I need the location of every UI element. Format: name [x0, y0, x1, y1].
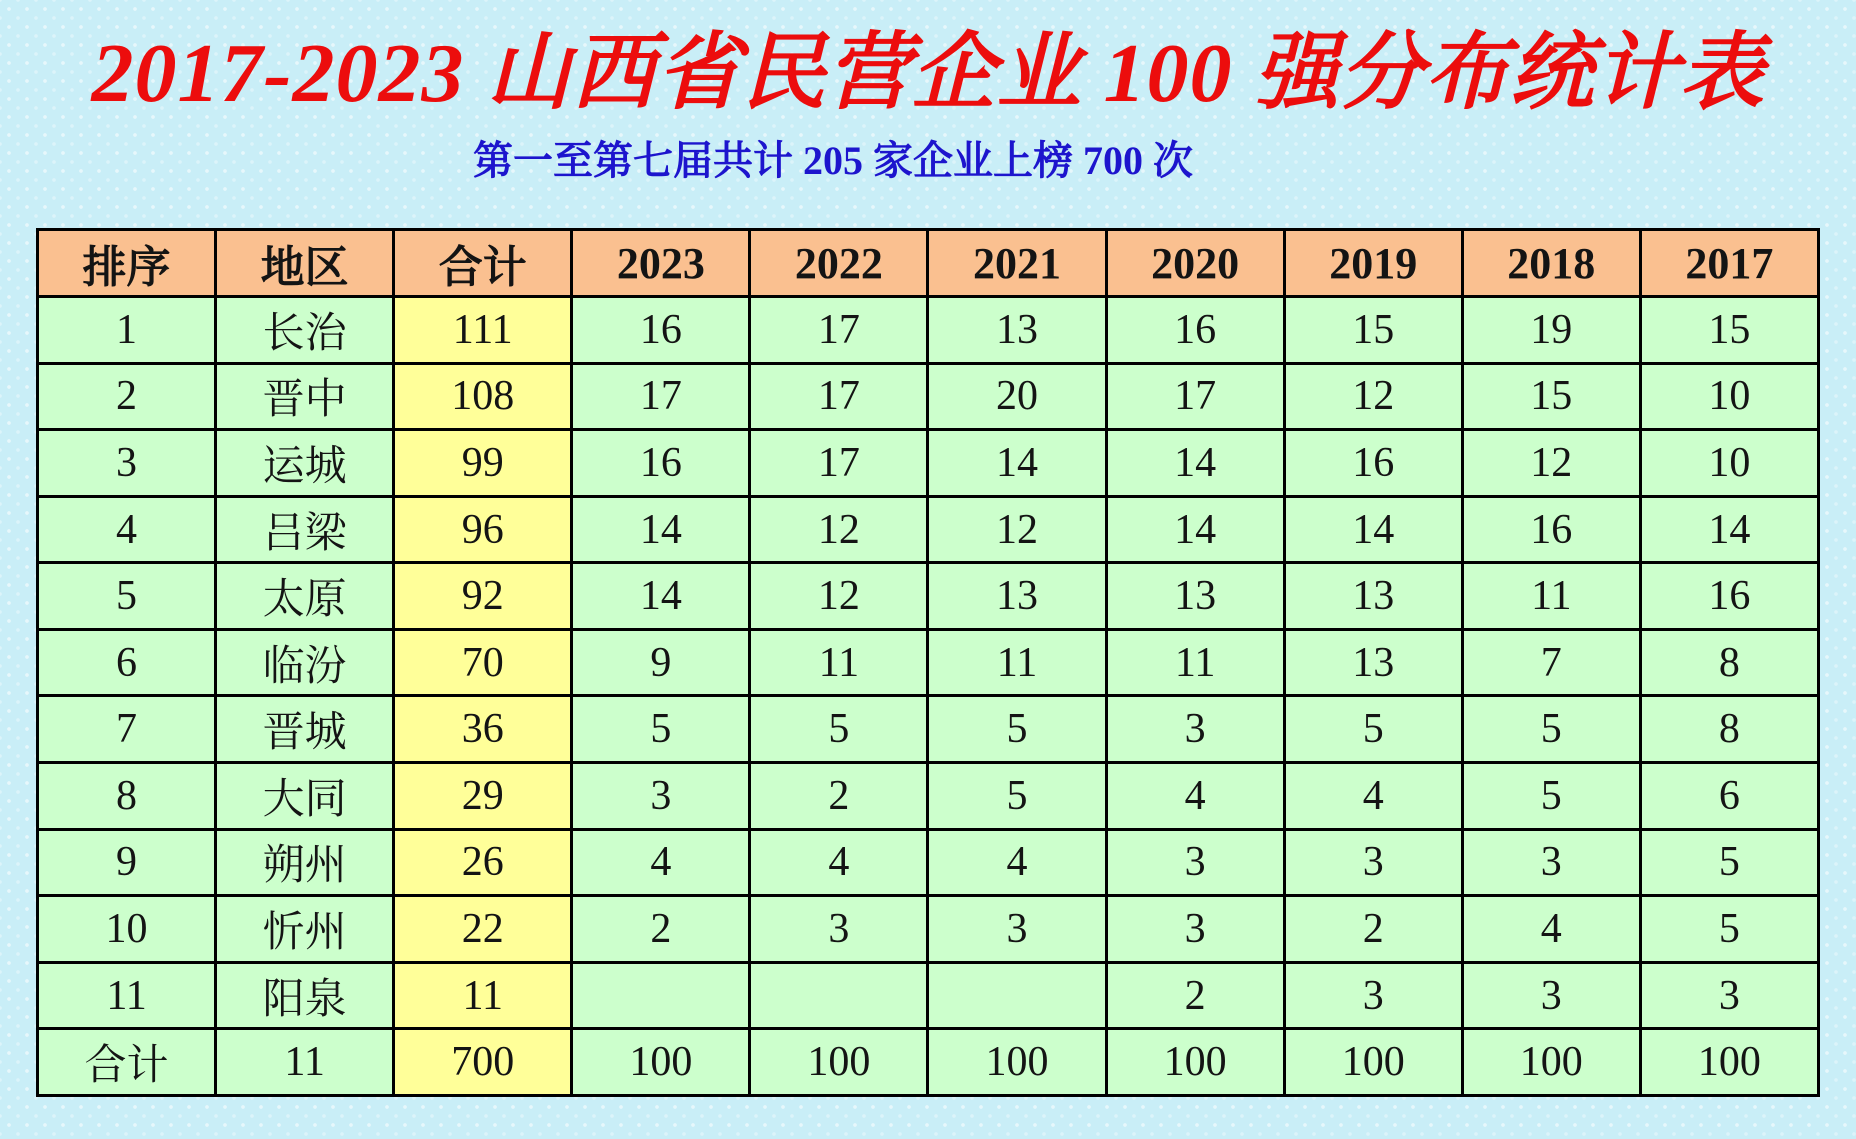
table-row [38, 1029, 1819, 1096]
table-cell: 1 [38, 297, 216, 364]
table-cell: 6 [1640, 763, 1818, 830]
table-row [38, 563, 1819, 630]
table-cell: 14 [928, 430, 1106, 497]
table-cell: 4 [38, 496, 216, 563]
table-cell: 2 [1284, 896, 1462, 963]
table-cell: 14 [572, 496, 750, 563]
column-header: 合计 [394, 230, 572, 297]
table-cell: 8 [38, 763, 216, 830]
table-cell: 15 [1640, 297, 1818, 364]
table-cell: 17 [572, 363, 750, 430]
table-cell: 100 [1462, 1029, 1640, 1096]
table-cell: 4 [1284, 763, 1462, 830]
table-cell: 4 [1462, 896, 1640, 963]
column-header: 2023 [572, 230, 750, 297]
table-row [38, 829, 1819, 896]
table-cell: 阳泉 [216, 962, 394, 1029]
table-cell: 15 [1284, 297, 1462, 364]
table-cell: 12 [928, 496, 1106, 563]
header-row [38, 230, 1819, 297]
table-cell: 5 [928, 696, 1106, 763]
page-title: 2017-2023 山西省民营企业 100 强分布统计表 [91, 27, 1765, 120]
table-cell: 12 [1462, 430, 1640, 497]
table-cell: 7 [38, 696, 216, 763]
table-cell: 12 [750, 563, 928, 630]
table-cell: 700 [394, 1029, 572, 1096]
table-cell: 2 [750, 763, 928, 830]
column-header: 排序 [38, 230, 216, 297]
table-cell: 临汾 [216, 629, 394, 696]
table-cell: 100 [928, 1029, 1106, 1096]
table-cell: 13 [928, 297, 1106, 364]
column-header: 2019 [1284, 230, 1462, 297]
column-header: 2022 [750, 230, 928, 297]
table-body [38, 297, 1819, 1096]
table-cell: 108 [394, 363, 572, 430]
column-header: 2018 [1462, 230, 1640, 297]
table-cell: 9 [38, 829, 216, 896]
table-cell [750, 962, 928, 1029]
column-header: 2017 [1640, 230, 1818, 297]
table-cell: 17 [750, 297, 928, 364]
table-cell: 14 [1106, 496, 1284, 563]
table-cell: 14 [1106, 430, 1284, 497]
table-cell: 5 [1640, 829, 1818, 896]
table-cell: 4 [928, 829, 1106, 896]
table-cell: 20 [928, 363, 1106, 430]
table-row [38, 629, 1819, 696]
table-cell: 100 [1640, 1029, 1818, 1096]
table-cell [928, 962, 1106, 1029]
table-cell: 11 [216, 1029, 394, 1096]
table-cell: 11 [750, 629, 928, 696]
table-cell: 8 [1640, 696, 1818, 763]
table-cell: 长治 [216, 297, 394, 364]
table-cell: 5 [750, 696, 928, 763]
table-cell: 朔州 [216, 829, 394, 896]
table-cell: 3 [1284, 829, 1462, 896]
table-cell: 29 [394, 763, 572, 830]
table-cell: 3 [1106, 829, 1284, 896]
table-cell: 100 [1284, 1029, 1462, 1096]
table-cell: 16 [572, 430, 750, 497]
table-cell: 3 [1106, 696, 1284, 763]
table-cell: 4 [750, 829, 928, 896]
table-cell: 16 [1462, 496, 1640, 563]
table-cell: 晋城 [216, 696, 394, 763]
table-cell: 10 [38, 896, 216, 963]
table-cell: 合计 [38, 1029, 216, 1096]
table-cell: 11 [1106, 629, 1284, 696]
table-cell: 70 [394, 629, 572, 696]
table-cell: 36 [394, 696, 572, 763]
table-cell: 10 [1640, 363, 1818, 430]
table-row [38, 962, 1819, 1029]
table-cell: 吕梁 [216, 496, 394, 563]
column-header: 地区 [216, 230, 394, 297]
table-cell: 17 [1106, 363, 1284, 430]
table-cell: 12 [1284, 363, 1462, 430]
table-cell: 13 [1284, 563, 1462, 630]
table-cell: 17 [750, 363, 928, 430]
table-cell: 3 [1640, 962, 1818, 1029]
table-cell: 2 [572, 896, 750, 963]
table-cell: 22 [394, 896, 572, 963]
table-cell: 7 [1462, 629, 1640, 696]
table-cell: 17 [750, 430, 928, 497]
table-cell: 13 [1284, 629, 1462, 696]
column-header: 2020 [1106, 230, 1284, 297]
table-row [38, 896, 1819, 963]
table-cell: 3 [1462, 829, 1640, 896]
table-cell: 5 [928, 763, 1106, 830]
table-row [38, 297, 1819, 364]
stats-table [36, 228, 1820, 1097]
table-cell: 3 [572, 763, 750, 830]
table-cell [572, 962, 750, 1029]
table-row [38, 696, 1819, 763]
table-cell: 5 [1640, 896, 1818, 963]
table-cell: 5 [572, 696, 750, 763]
table-cell: 15 [1462, 363, 1640, 430]
table-cell: 3 [928, 896, 1106, 963]
subtitle: 第一至第七届共计 205 家企业上榜 700 次 [473, 138, 1193, 184]
table-cell: 99 [394, 430, 572, 497]
table-cell: 16 [1640, 563, 1818, 630]
table-header [38, 230, 1819, 297]
table-cell: 11 [38, 962, 216, 1029]
table-cell: 4 [572, 829, 750, 896]
table-cell: 16 [1284, 430, 1462, 497]
table-cell: 100 [572, 1029, 750, 1096]
table-cell: 96 [394, 496, 572, 563]
table-cell: 19 [1462, 297, 1640, 364]
table-cell: 运城 [216, 430, 394, 497]
table-cell: 3 [38, 430, 216, 497]
table-cell: 太原 [216, 563, 394, 630]
table-cell: 13 [928, 563, 1106, 630]
table-cell: 3 [1106, 896, 1284, 963]
table-cell: 5 [1462, 763, 1640, 830]
table-cell: 11 [928, 629, 1106, 696]
table-cell: 14 [572, 563, 750, 630]
table-cell: 26 [394, 829, 572, 896]
table-cell: 11 [394, 962, 572, 1029]
table-cell: 2 [38, 363, 216, 430]
table-cell: 100 [1106, 1029, 1284, 1096]
table-row [38, 363, 1819, 430]
table-cell: 5 [1462, 696, 1640, 763]
table-cell: 13 [1106, 563, 1284, 630]
table-cell: 8 [1640, 629, 1818, 696]
table-cell: 5 [1284, 696, 1462, 763]
table-cell: 3 [1284, 962, 1462, 1029]
table-cell: 4 [1106, 763, 1284, 830]
table-cell: 14 [1640, 496, 1818, 563]
table-cell: 2 [1106, 962, 1284, 1029]
table-cell: 10 [1640, 430, 1818, 497]
table-cell: 14 [1284, 496, 1462, 563]
table-cell: 92 [394, 563, 572, 630]
table-cell: 9 [572, 629, 750, 696]
table-cell: 12 [750, 496, 928, 563]
table-row [38, 496, 1819, 563]
table-cell: 6 [38, 629, 216, 696]
table-cell: 大同 [216, 763, 394, 830]
table-row [38, 763, 1819, 830]
table-cell: 晋中 [216, 363, 394, 430]
table-cell: 3 [1462, 962, 1640, 1029]
table-cell: 5 [38, 563, 216, 630]
table-cell: 111 [394, 297, 572, 364]
table-cell: 11 [1462, 563, 1640, 630]
table-cell: 忻州 [216, 896, 394, 963]
column-header: 2021 [928, 230, 1106, 297]
table-cell: 16 [572, 297, 750, 364]
table-cell: 100 [750, 1029, 928, 1096]
table-cell: 3 [750, 896, 928, 963]
table-cell: 16 [1106, 297, 1284, 364]
table-row [38, 430, 1819, 497]
